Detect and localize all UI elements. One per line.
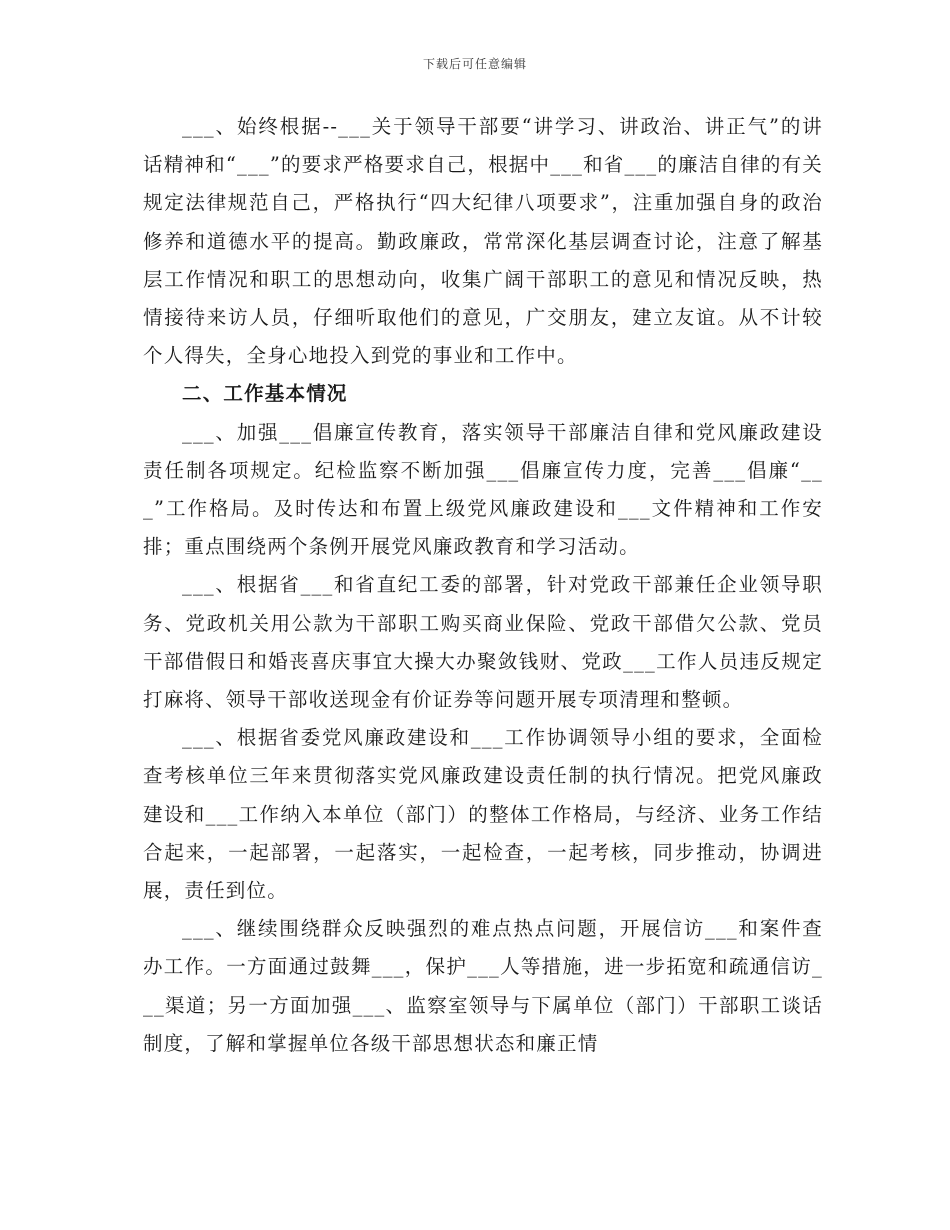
paragraph-2: ___、加强___倡廉宣传教育，落实领导干部廉洁自律和党风廉政建设责任制各项规定。纪检监察不断加强___倡廉宣传力度，完善___倡廉“___”工作格局。及时传达和布置上级党风廉政建设和___文件精神和工作安排；重点围绕两个条例开展党风廉政教育和学习活动。 [143, 420, 823, 559]
paragraph-5: ___、继续围绕群众反映强烈的难点热点问题，开展信访___和案件查办工作。一方面通过鼓舞___，保护___人等措施，进一步拓宽和疏通信访___渠道；另一方面加强___、监察室领导与下属单位（部门）干部职工谈话制度，了解和掌握单位各级干部思想状态和廉正情 [143, 917, 823, 1055]
document-body [143, 108, 823, 1063]
section-heading: 二、工作基本情况 [182, 382, 348, 406]
paragraph-3: ___、根据省___和省直纪工委的部署，针对党政干部兼任企业领导职务、党政机关用公款为干部职工购买商业保险、党政干部借欠公款、党员干部借假日和婚丧喜庆事宜大操大办聚敛钱财、党政___工作人员违反规定打麻将、领导干部收送现金有价证券等问题开展专项清理和整顿。 [143, 573, 823, 712]
header-note: 下载后可任意编辑 [422, 57, 527, 71]
paragraph-4: ___、根据省委党风廉政建设和___工作协调领导小组的要求，全面检查考核单位三年来贯彻落实党风廉政建设责任制的执行情况。把党风廉政建设和___工作纳入本单位（部门）的整体工作格局，与经济、业务工作结合起来，一起部署，一起落实，一起检查，一起考核，同步推动，协调进展，责任到位。 [143, 726, 823, 903]
paragraph-1: ___、始终根据--___关于领导干部要“讲学习、讲政治、讲正气”的讲话精神和“___”的要求严格要求自己，根据中___和省___的廉洁自律的有关规定法律规范自己，严格执行“四大纪律八项要求”，注重加强自身的政治修养和道德水平的提高。勤政廉政，常常深化基层调查讨论，注意了解基层工作情况和职工的思想动向，收集广阔干部职工的意见和情况反映，热情接待来访人员，仔细听取他们的意见，广交朋友，建立友谊。从不计较个人得失，全身心地投入到党的事业和工作中。 [143, 115, 823, 368]
